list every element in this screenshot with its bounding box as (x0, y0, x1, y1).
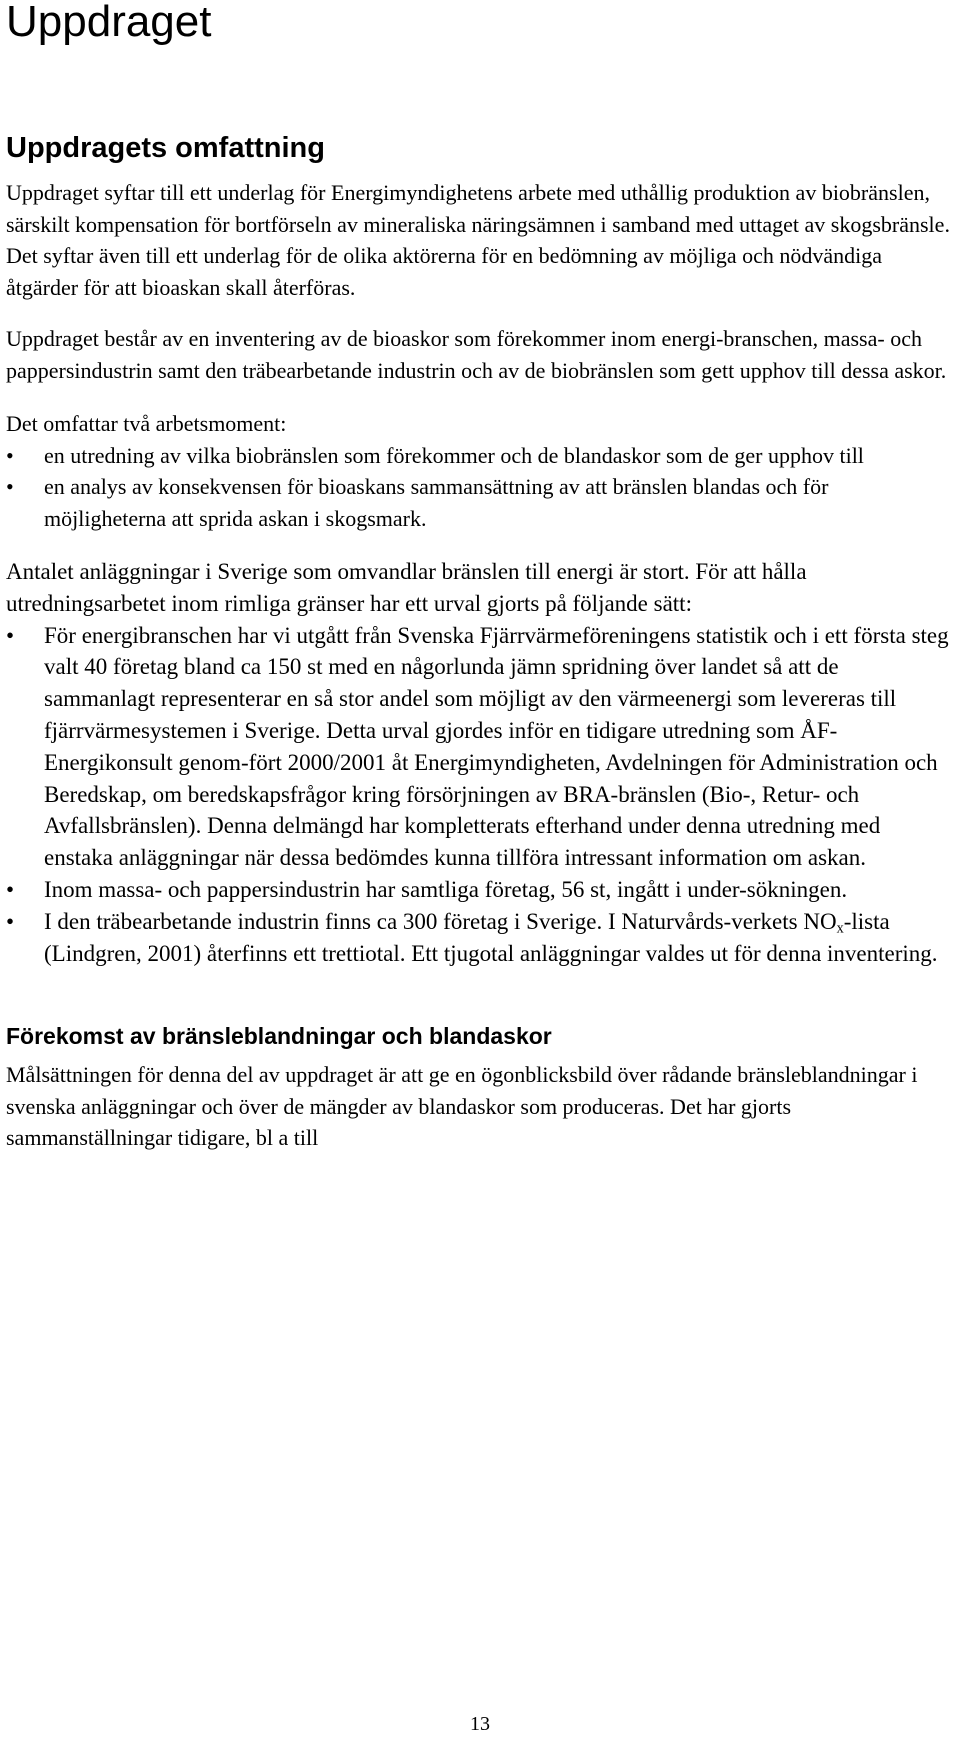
bullet-icon: • (6, 442, 14, 468)
section-heading-uppdragets-omfattning: Uppdragets omfattning (6, 132, 325, 164)
work-steps-list (6, 440, 954, 535)
subscript-x: x (836, 920, 844, 937)
list-item (6, 471, 954, 534)
bullet-icon: • (6, 622, 15, 648)
document-page (6, 0, 954, 1154)
list-item (6, 440, 954, 472)
bullet-icon: • (6, 908, 15, 934)
list-item-text-before: I den träbearbetande industrin finns ca 300 företag i Sverige. I Naturvårds-verkets NO (44, 908, 837, 934)
list-item (6, 906, 954, 970)
page-title: Uppdraget (6, 0, 212, 46)
paragraph-purpose: Uppdraget syftar till ett underlag för Energimyndighetens arbete med uthållig produktion av biobränslen, särskilt kompensation för bortförseln av mineraliska näringsämnen i samband med uttaget av skogsbränsle. Det syftar även till ett underlag för de olika aktörerna för en bedömning av möjliga och nödvändiga åtgärder för att bioaskan skall återföras. (6, 180, 950, 300)
list-item-text: en analys av konsekvensen för bioaskans sammansättning av att bränslen blandas och för möjligheterna att sprida askan i skogsmark. (44, 474, 829, 531)
list-item (6, 620, 954, 874)
paragraph-work-steps-intro: Det omfattar två arbetsmoment: (6, 411, 287, 436)
selection-list (6, 620, 954, 970)
paragraph-selection: Antalet anläggningar i Sverige som omvandlar bränslen till energi är stort. För att hålla utredningsarbetet inom rimliga gränser har ett urval gjorts på följande sätt: (6, 559, 807, 616)
bullet-icon: • (6, 474, 14, 499)
page-number: 13 (470, 1713, 490, 1735)
section-heading-forekomst: Förekomst av bränsleblandningar och blandaskor (6, 1023, 552, 1050)
list-item-text: Inom massa- och pappersindustrin har samtliga företag, 56 st, ingått i under-sökningen. (44, 876, 848, 902)
list-item-text: För energibranschen har vi utgått från Svenska Fjärrvärmeföreningens statistik och i ett första steg valt 40 företag bland ca 150 st med en någorlunda jämn spridning över landet så att de sammanlagt representerar en så stor andel som möjligt av den värmeenergi som levereras till fjärrvärmesystemen i Sverige. Detta urval gjordes inför en tidigare utredning som ÅF-Energikonsult genom-fört 2000/2001 åt Energimyndigheten, Avdelningen för Administration och Beredskap, om beredskapsfrågor kring försörjningen av BRA-bränslen (Bio-, Retur- och Avfallsbränslen). Denna delmängd har kompletterats efterhand under denna utredning med enstaka anläggningar när dessa bedömdes kunna tillföra intressant information om askan. (44, 622, 949, 871)
list-item-text: en utredning av vilka biobränslen som förekommer och de blandaskor som de ger upphov till (44, 442, 864, 468)
paragraph-goal: Målsättningen för denna del av uppdraget är att ge en ögonblicksbild över rådande bränsleblandningar i svenska anläggningar och över de mängder av blandaskor som produceras. Det har gjorts sammanställningar tidigare, bl a till (6, 1062, 918, 1151)
paragraph-inventory: Uppdraget består av en inventering av de bioaskor som förekommer inom energi-branschen, massa- och pappersindustrin samt den träbearbetande industrin och av de biobränslen som gett upphov till dessa askor. (6, 326, 947, 383)
bullet-icon: • (6, 876, 15, 902)
list-item-text-after: -lista (Lindgren, 2001) återfinns ett trettiotal. Ett tjugotal anläggningar valdes ut för denna inventering. (44, 908, 938, 966)
list-item (6, 874, 954, 906)
